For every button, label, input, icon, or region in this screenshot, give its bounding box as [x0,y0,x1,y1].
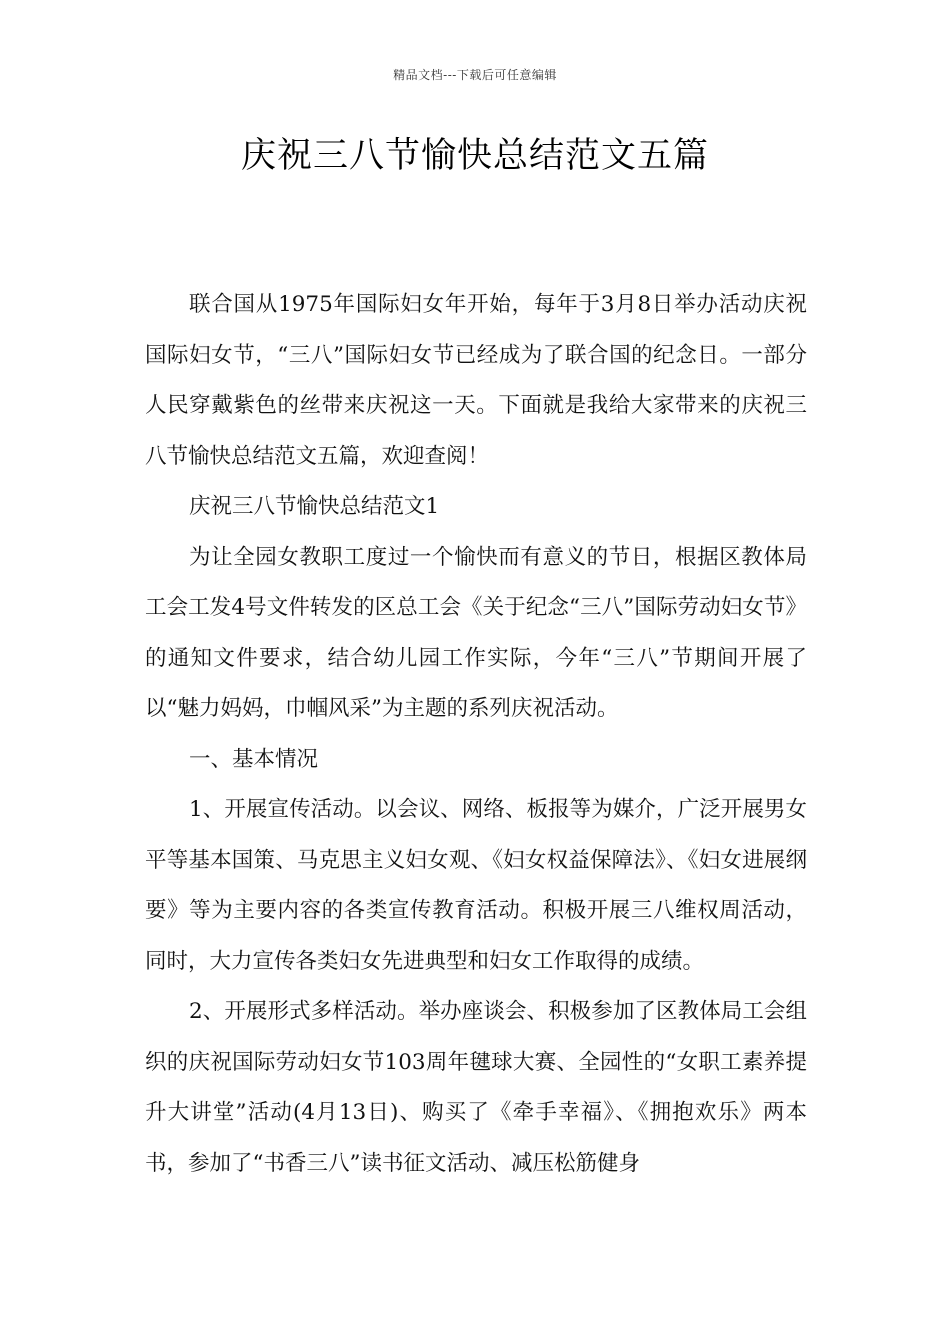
intro-paragraph: 联合国从1975年国际妇女年开始，每年于3月8日举办活动庆祝国际妇女节，“三八”国际妇女节已经成为了联合国的纪念日。一部分人民穿戴紫色的丝带来庆祝这一天。下面就是我给大家带来的庆祝三八节愉快总结范文五篇，欢迎查阅！ [145,292,807,469]
body-paragraph: 1、开展宣传活动。以会议、网络、板报等为媒介，广泛开展男女平等基本国策、马克思主义妇女观、《妇女权益保障法》、《妇女进展纲要》等为主要内容的各类宣传教育活动。积极开展三八维权周活动，同时，大力宣传各类妇女先进典型和妇女工作取得的成绩。 [145,797,807,974]
header-note: 精品文档---下载后可任意编辑 [393,68,557,82]
body-paragraph: 为让全园女教职工度过一个愉快而有意义的节日，根据区教体局工会工发4号文件转发的区总工会《关于纪念“三八”国际劳动妇女节》的通知文件要求，结合幼儿园工作实际，今年“三八”节期间开展了以“魅力妈妈，巾帼风采”为主题的系列庆祝活动。 [145,544,807,721]
document-title: 庆祝三八节愉快总结范文五篇 [240,136,709,176]
subsection-heading: 一、基本情况 [189,746,319,772]
section-heading: 庆祝三八节愉快总结范文1 [189,494,440,519]
body-paragraph: 2、开展形式多样活动。举办座谈会、积极参加了区教体局工会组织的庆祝国际劳动妇女节103周年毽球大赛、全园性的“女职工素养提升大讲堂”活动(4月13日)、购买了《牵手幸福》、《拥抱欢乐》两本书，参加了“书香三八”读书征文活动、减压松筋健身 [145,999,807,1176]
document-body [145,280,807,1189]
